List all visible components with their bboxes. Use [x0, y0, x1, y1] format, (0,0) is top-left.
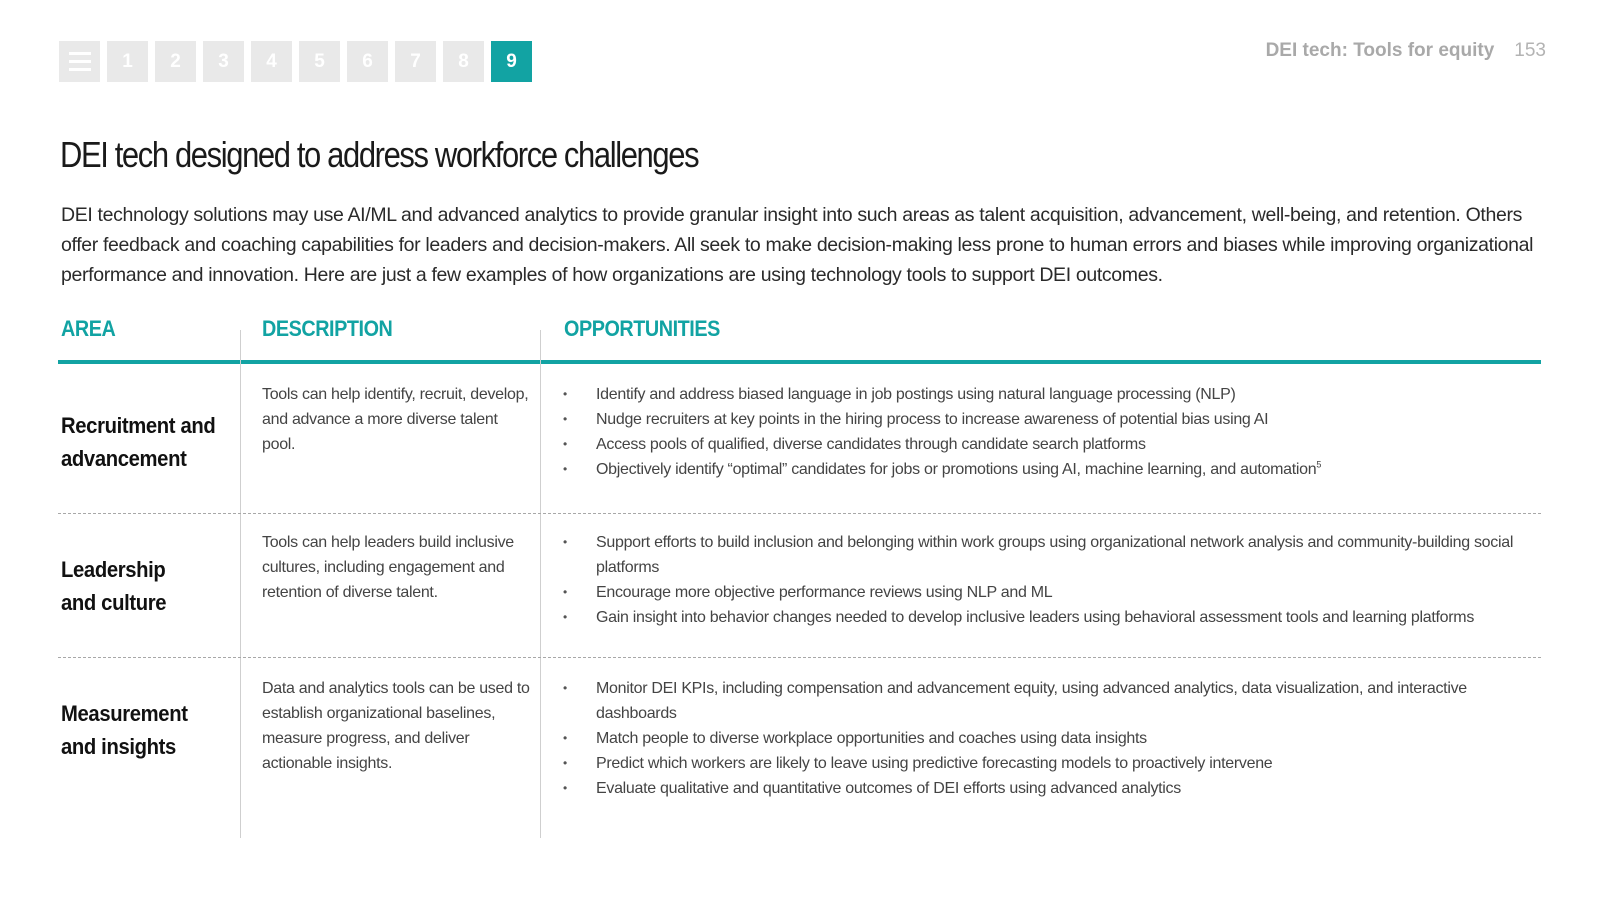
page-button-9-active[interactable]: 9 [491, 41, 532, 82]
area-line-1: Leadership [61, 557, 166, 582]
row-description-measurement: Data and analytics tools can be used to establish organizational baselines, measure progress, and deliver actionable insights. [262, 680, 530, 772]
row-area-measurement [61, 697, 188, 763]
intro-paragraph: DEI technology solutions may use AI/ML and advanced analytics to provide granular insight into such areas as talent acquisition, advancement, well-being, and retention. Others offer feedback and coaching capabilities for leaders and decision-makers. All seek to make decision-making less prone to human errors and biases while improving organizational performance and innovation. Here are just a few examples of how organizations are using technology tools to support DEI outcomes. [61, 204, 1534, 286]
row-description-recruitment: Tools can help identify, recruit, develop, and advance a more diverse talent pool. [262, 386, 529, 453]
list-item-text: Objectively identify “optimal” candidates for jobs or promotions using AI, machine learning, and automation [596, 461, 1317, 478]
area-line-1: Measurement [61, 701, 188, 726]
row-opportunities-measurement [563, 676, 1548, 801]
row-separator-1 [58, 513, 1541, 514]
page-button-1[interactable]: 1 [107, 41, 148, 82]
page-button-4[interactable]: 4 [251, 41, 292, 82]
column-header-area: AREA [61, 316, 116, 341]
page-button-2[interactable]: 2 [155, 41, 196, 82]
page-title: DEI tech designed to address workforce challenges [60, 134, 699, 175]
page-button-7[interactable]: 7 [395, 41, 436, 82]
area-line-2: and culture [61, 590, 167, 615]
footnote-marker[interactable]: 5 [1316, 459, 1322, 470]
column-header-opportunities: OPPORTUNITIES [564, 316, 720, 341]
page-button-5[interactable]: 5 [299, 41, 340, 82]
list-item [563, 457, 1548, 482]
list-item: • Evaluate qualitative and quantitative outcomes of DEI efforts using advanced analytics [563, 776, 1548, 801]
column-divider-1 [240, 330, 241, 838]
menu-icon [69, 52, 91, 71]
document-header [1266, 40, 1546, 62]
area-line-2: advancement [61, 446, 187, 471]
page-navigation [59, 41, 532, 82]
page-button-8[interactable]: 8 [443, 41, 484, 82]
row-opportunities-leadership [563, 530, 1548, 630]
column-divider-2 [540, 330, 541, 838]
header-rule [58, 360, 1541, 364]
list-item: • Encourage more objective performance reviews using NLP and ML [563, 580, 1548, 605]
list-item: • Monitor DEI KPIs, including compensation and advancement equity, using advanced analytics, data visualization, and interactive dashboards [563, 676, 1548, 726]
row-separator-2 [58, 657, 1541, 658]
menu-button[interactable] [59, 41, 100, 82]
list-item: • Identify and address biased language in job postings using natural language processing (NLP) [563, 382, 1548, 407]
list-item: • Support efforts to build inclusion and belonging within work groups using organizational network analysis and community-building social platforms [563, 530, 1548, 580]
row-area-leadership [61, 553, 166, 619]
column-header-description: DESCRIPTION [262, 316, 393, 341]
list-item: • Access pools of qualified, diverse candidates through candidate search platforms [563, 432, 1548, 457]
list-item: • Gain insight into behavior changes needed to develop inclusive leaders using behavioral assessment tools and learning platforms [563, 605, 1548, 630]
list-item: • Match people to diverse workplace opportunities and coaches using data insights [563, 726, 1548, 751]
page-button-3[interactable]: 3 [203, 41, 244, 82]
page-number: 153 [1514, 40, 1546, 61]
row-area-recruitment [61, 409, 215, 475]
row-opportunities-recruitment [563, 382, 1548, 482]
row-description-leadership: Tools can help leaders build inclusive cultures, including engagement and retention of diverse talent. [262, 534, 514, 601]
document-title: DEI tech: Tools for equity [1265, 40, 1495, 61]
list-item: • Predict which workers are likely to leave using predictive forecasting models to proactively intervene [563, 751, 1548, 776]
list-item: • Nudge recruiters at key points in the hiring process to increase awareness of potential bias using AI [563, 407, 1548, 432]
area-line-2: and insights [61, 734, 176, 759]
area-line-1: Recruitment and [61, 413, 216, 438]
page-button-6[interactable]: 6 [347, 41, 388, 82]
